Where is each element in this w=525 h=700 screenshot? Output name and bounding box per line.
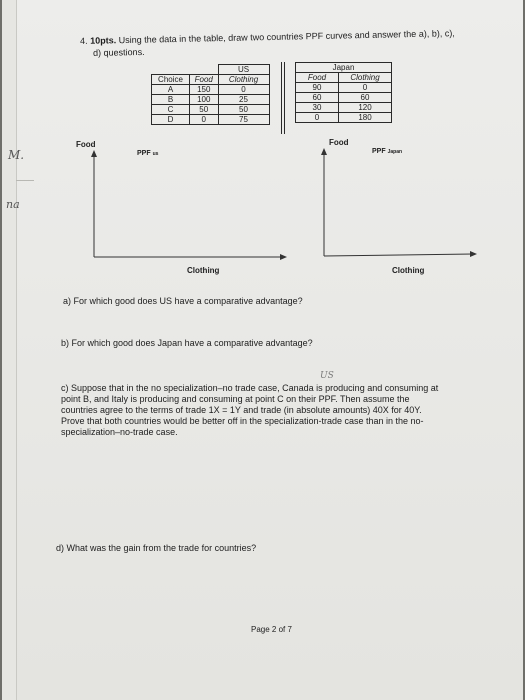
question-number: 4. bbox=[80, 35, 88, 46]
table-cell: 25 bbox=[218, 95, 269, 105]
japan-table bbox=[295, 62, 392, 123]
table-header: Clothing bbox=[339, 73, 392, 83]
worksheet-page bbox=[2, 0, 523, 700]
table-cell: 0 bbox=[296, 113, 339, 123]
question-d: d) What was the gain from the trade for countries? bbox=[56, 543, 257, 553]
question-c-line: point B, and Italy is producing and consuming at point C on their PPF. Then assume the bbox=[61, 394, 410, 404]
us-table bbox=[151, 64, 270, 125]
table-cell: B bbox=[152, 95, 190, 105]
table-divider bbox=[281, 62, 285, 134]
table-cell: C bbox=[152, 105, 190, 115]
table-row bbox=[152, 95, 270, 105]
question-c-line: countries agree to the terms of trade 1X = 1Y and trade (in absolute amounts) 40X for 40Y. bbox=[61, 405, 422, 415]
question-b: b) For which good does Japan have a comparative advantage? bbox=[61, 338, 313, 348]
table-cell: 0 bbox=[218, 85, 269, 95]
page-edge bbox=[2, 0, 17, 700]
table-row bbox=[152, 85, 270, 95]
margin-note: M. bbox=[8, 148, 25, 162]
table-cell: 0 bbox=[190, 115, 219, 125]
question-c-line: c) Suppose that in the no specialization–no trade case, Canada is producing and consuming at bbox=[61, 383, 439, 393]
us-graph-x-label: Clothing bbox=[187, 266, 220, 275]
margin-note: na bbox=[6, 198, 20, 211]
table-row bbox=[152, 105, 270, 115]
table-cell: 50 bbox=[218, 105, 269, 115]
table-cell: 100 bbox=[190, 95, 219, 105]
table-cell: 120 bbox=[339, 103, 392, 113]
question-c-line: specialization–no-trade case. bbox=[61, 427, 178, 437]
table-header: Clothing bbox=[218, 75, 269, 85]
table-cell: 180 bbox=[339, 113, 392, 123]
japan-table-title: Japan bbox=[296, 63, 392, 73]
table-cell: 75 bbox=[218, 115, 269, 125]
caption-sub: Japan bbox=[387, 149, 403, 155]
table-cell: 90 bbox=[296, 83, 339, 93]
question-c bbox=[61, 383, 501, 438]
caption-main: PPF bbox=[137, 150, 151, 157]
us-graph-axes bbox=[87, 150, 287, 265]
table-cell: 30 bbox=[296, 103, 339, 113]
question-a: a) For which good does US have a comparative advantage? bbox=[63, 296, 303, 306]
margin-line bbox=[16, 180, 34, 181]
table-header: Choice bbox=[152, 75, 190, 85]
japan-graph-axes bbox=[317, 148, 477, 263]
us-graph-y-label: Food bbox=[76, 140, 96, 149]
table-row bbox=[296, 103, 392, 113]
table-cell: 150 bbox=[190, 85, 219, 95]
table-header: Food bbox=[296, 73, 339, 83]
question-header-line2: d) questions. bbox=[93, 46, 145, 58]
question-c-line: Prove that both countries would be better off in the specialization-trade case than in the no- bbox=[61, 416, 424, 426]
us-table-title: US bbox=[218, 65, 269, 75]
page-number: Page 2 of 7 bbox=[251, 625, 292, 634]
japan-graph-y-label: Food bbox=[329, 138, 349, 147]
table-cell: 60 bbox=[339, 93, 392, 103]
handwritten-note: US bbox=[320, 371, 334, 381]
japan-graph-x-label: Clothing bbox=[392, 266, 425, 275]
table-header: Food bbox=[190, 75, 219, 85]
question-points: 10pts. bbox=[90, 35, 117, 46]
question-header bbox=[80, 27, 510, 47]
table-row bbox=[296, 113, 392, 123]
table-cell: 0 bbox=[339, 83, 392, 93]
caption-sub: us bbox=[152, 151, 159, 157]
table-cell: 50 bbox=[190, 105, 219, 115]
table-cell: 60 bbox=[296, 93, 339, 103]
table-cell: A bbox=[152, 85, 190, 95]
table-cell: D bbox=[152, 115, 190, 125]
table-row bbox=[296, 83, 392, 93]
question-text: Using the data in the table, draw two countries PPF curves and answer the a), b), c), bbox=[118, 28, 455, 46]
table-row bbox=[152, 115, 270, 125]
caption-main: PPF bbox=[372, 148, 386, 155]
table-row bbox=[296, 93, 392, 103]
